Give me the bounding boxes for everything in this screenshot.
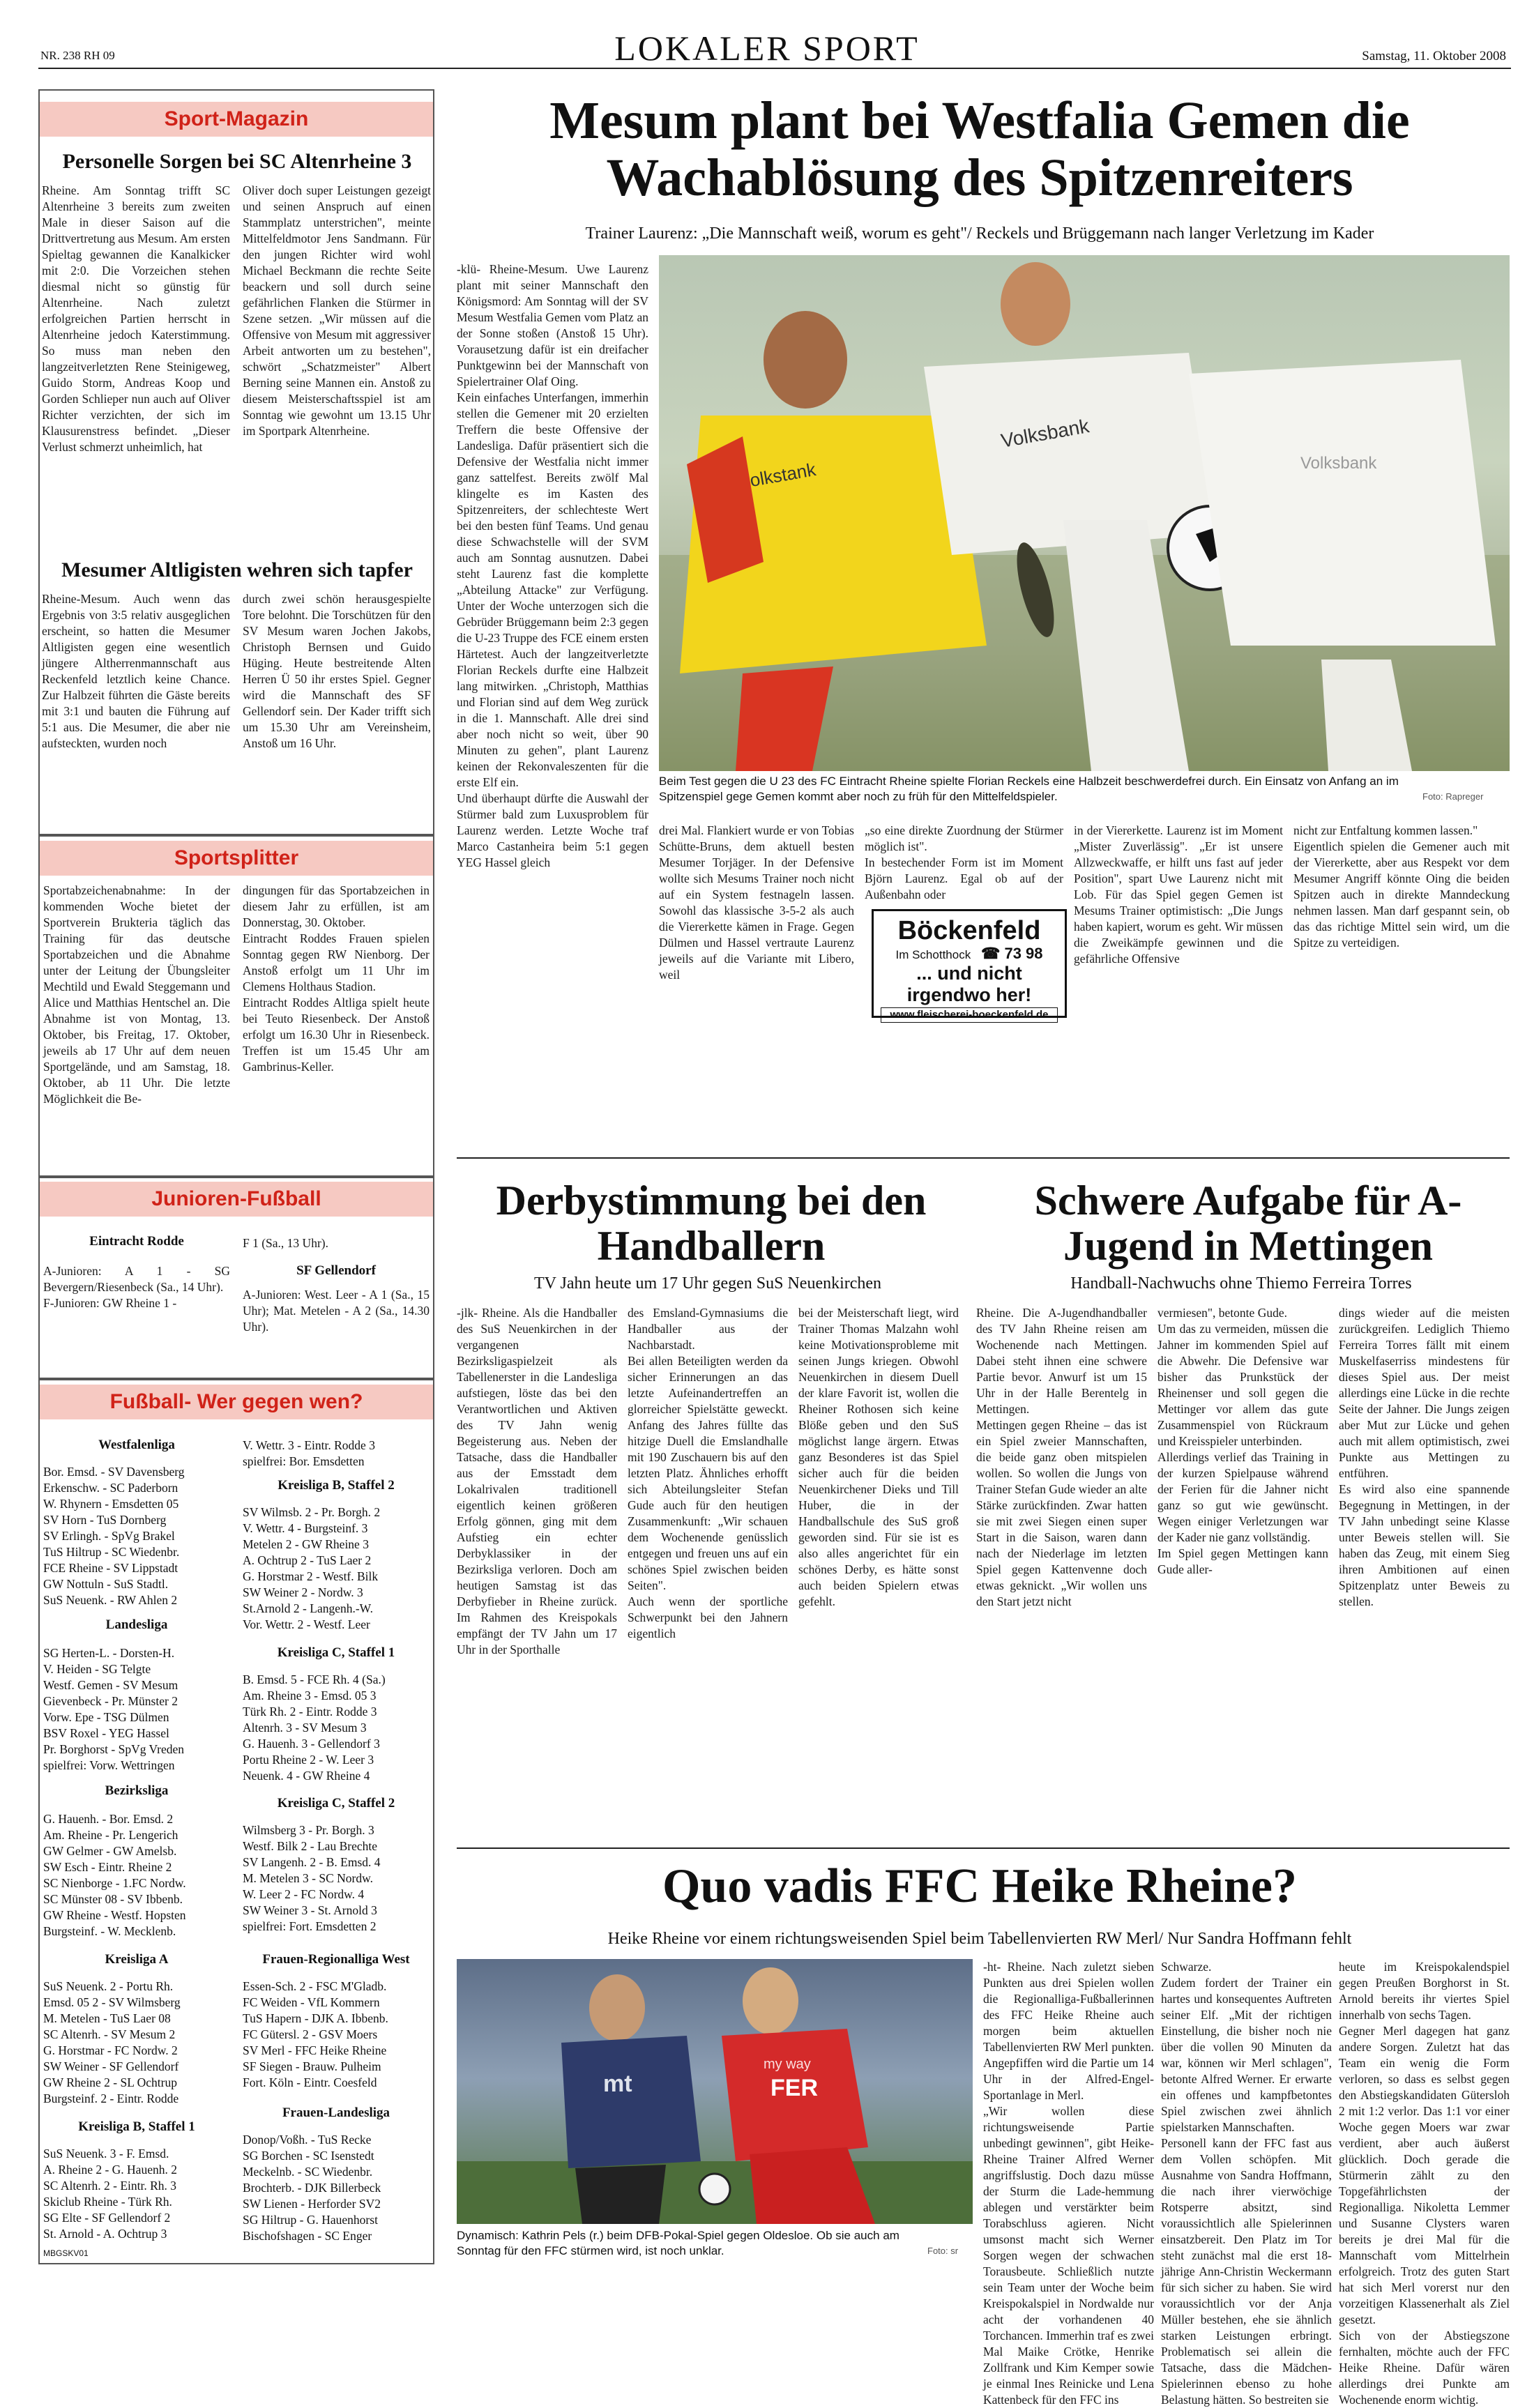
ffc-photo [457,1959,973,2224]
mesum-photo-drawing [659,255,1510,771]
mesum-jersey3: Volksbank [1300,454,1377,473]
league-kreisliga-b2: Kreisliga B, Staffel 2 [278,1478,395,1493]
bezirksliga-games: G. Hauenh. - Bor. Emsd. 2 Am. Rheine - Pr. Lengerich GW Gelmer - GW Amelsb. SW Esch - Eintr. Rheine 2 SC Nienborge - 1.FC Nordw. SC Münster 08 - SV Ibbenb. GW Rheine - Westf. Hopsten Burgsteinf. - W. Mecklenb. [43,1812,186,1938]
league-kreisliga-c2: Kreisliga C, Staffel 2 [277,1796,395,1811]
league-bezirksliga: Bezirksliga [105,1783,169,1798]
ajugend-col1: Rheine. Die A-Jugendhandballer des TV Jahn Rheine reisen am Wochenende nach Mettingen. Dabei steht ihnen eine schwere Partie bevor. Anwurf ist um 15 Uhr in der Halle Berentelg in Mettingen. Mettingen gegen Rheine – das ist ein Spiel zweier Mannschaften, die beide ganz oben mitspielen wollen. So wollen die Jungs von Trainer Stefan Gude wieder an alte Stärke zurückfinden. Zwar hatten sie mit zwei Siegen einen super Start in die Saison, waren dann nach der Niederlage im letzten Spiel gegen Kattenvenne doch etwas geknickt. „Wir wollen uns den Start jetzt nicht [976,1306,1147,1608]
ffc-jersey2: my way [764,2057,811,2072]
ajugend-subhead: Handball-Nachwuchs ohne Thiemo Ferreira Torres [1070,1274,1412,1293]
westfalenliga-cont: V. Wettr. 3 - Eintr. Rodde 3 spielfrei: Bor. Emsdetten [243,1438,375,1468]
league-kreisliga-a: Kreisliga A [105,1952,169,1967]
mesum-photo-credit: Foto: Rapreger [1422,791,1484,802]
derby-subhead: TV Jahn heute um 17 Uhr gegen SuS Neuenkirchen [533,1274,882,1293]
derby-bottom-rule [457,1847,1510,1849]
landesliga-games: SG Herten-L. - Dorsten-H. V. Heiden - SG Telgte Westf. Gemen - SV Mesum Gievenbeck - Pr. Münster 2 Vorw. Epe - TSG Dülmen BSV Roxel - YEG Hassel Pr. Borghorst - SpVg Vreden spielfrei: Vorw. Wettringen [43,1646,184,1772]
league-frauen-regionalliga: Frauen-Regionalliga West [262,1952,410,1967]
sportsplitter-head: Sportsplitter [40,841,433,876]
frauen-landesliga-games: Donop/Voßh. - TuS Recke SG Borchen - SC Isenstedt Meckelnb. - SC Wiedenbr. Brochterb. - DJK Billerbeck SW Lienen - Herforder SV2 SG Hiltrup - G. Hauenhorst Bischofshagen - SC Enger [243,2133,381,2243]
magazin-article1-col2: Oliver doch super Leistungen gezeigt und seinen Anspruch auf einen Stammplatz unterstrichen", meinte Mittelfeldmotor Jens Sandmann. Für den jungen Richter wird wohl Michael Beckmann die rechte Seite beackern und soll durch seine gefährlichen Flanken die Stürmer in Szene setzen. „Wir müssen auf die Offensive von Mesum mit aggressiver Arbeit antworten um zu bestehen", schwört „Schatzmeister" Albert Berning seine Mannen ein. Anstoß zu diesem Meisterschaftsspiel ist am Sonntag wie gewohnt um 13.15 Uhr im Sportpark Altenrheine. [243,183,431,438]
junioren-club-rodde: Eintracht Rodde [89,1234,184,1249]
derby-headline: Derbystimmung bei den Handballern [496,1178,927,1269]
wer-gegen-wen-head: Fußball- Wer gegen wen? [40,1385,433,1419]
mesum-col4: in der Viererkette. Laurenz ist im Moment „Mister Zuverlässig". „Er ist unsere Allzweckwaffe, er hilft uns fast auf jeder Position", spart Uwe Laurenz nicht mit Lob. Für das Spiel gegen Gemen ist Mesums Trainer optimistisch: „Die Jungs haben kapiert, worum es geht. Wir müssen die Zweikämpfe gewinnen und die gefährliche Offensive [1074,823,1283,966]
ajugend-col3: dings wieder auf die meisten zurückgreifen. Lediglich Thiemo Ferreira Torres fällt mit einem Muskelfaserriss mindestens für dieses Spiel aus. Der meist allerdings eine Lücke in die rechte Seite der Jahner. Die Jungs zeigen aber Mut zur Lücke und gehen auch mit allem optimistisch, zwei Punkte aus Mettingen zu entführen. Es wird also eine spannende Begegnung in Mettingen, in der TV Jahn unbedingt seine Klasse unter Beweis stellen will. Sie haben das Zeug, mit einem Sieg ihren Ambitionen auf einen Spitzenplatz unter Beweis zu stellen. [1339,1306,1510,1608]
boeckenfeld-ad [872,909,1067,1021]
ffc-photo-drawing [457,1959,973,2224]
issue-number: NR. 238 RH 09 [40,49,115,62]
derby-col3: bei der Meisterschaft liegt, wird Trainer Thomas Malzahn wohl keine Motivationsprobleme mit seinen Jungs kriegen. Obwohl Neuenkirchen in diesem Duell der klare Favorit ist, wollen die Rheiner Rothosen sich keine Blöße geben und den SuS möglichst lange ärgern. Etwas ganz Besonderes ist das Spiel sicher auch für die beiden Neuenkirchener Dieks und Till Huber, die in der Handballschule des SuS groß geworden sind. Für sie ist es also alles angerichtet für ein schönes Derby, es hätte sonst auch beiden Spielern etwas gefehlt. [798,1306,959,1608]
ffc-photo-credit: Foto: sr [927,2246,959,2256]
magazin-article2-col1: Rheine-Mesum. Auch wenn das Ergebnis von 3:5 relativ ausgeglichen erscheint, so hatten die Mesumer Altligisten gegen eine wesentlich jüngere Altherrenmannschaft aus Reckenfeld letztlich keine Chance. Zur Halbzeit führten die Gäste bereits mit 3:1 und bauten die Führung auf 5:1 aus. Die Mesumer, die aber nie aufsteckten, wurden noch [42,592,230,750]
kreisliga-c1-games: B. Emsd. 5 - FCE Rh. 4 (Sa.) Am. Rheine 3 - Emsd. 05 3 Türk Rh. 2 - Eintr. Rodde 3 Altenrh. 3 - SV Mesum 3 G. Hauenh. 3 - Gellendorf 3 Portu Rheine 2 - W. Leer 3 Neuenk. 4 - GW Rheine 4 [243,1672,386,1783]
ad-address-line [874,946,1065,963]
junioren-rodde-text: A-Junioren: A 1 - SG Bevergern/Riesenbeck (Sa., 14 Uhr). F-Junioren: GW Rheine 1 - [43,1264,230,1310]
kreisliga-b2-games: SV Wilmsb. 2 - Pr. Borgh. 2 V. Wettr. 4 - Burgsteinf. 3 Metelen 2 - GW Rheine 3 A. Ochtrup 2 - TuS Laer 2 G. Horstmar 2 - Westf. Bilk SW Weiner 2 - Nordw. 3 St.Arnold 2 - Langenh.-W. Vor. Wettr. 2 - Westf. Leer [243,1505,381,1631]
ad-name: Böckenfeld [897,916,1041,945]
header-rule [38,68,1511,69]
derby-col2: des Emsland-Gymnasiums die Handballer aus der Nachbarstadt. Bei allen Beteiligten werden da sicher Erinnerungen an das letzte Aufeinandertreffen an glorreicher Spielstätte geweckt. Anfang des Jahres füllte das hitzige Duell die Emslandhalle mit 190 Zuschauern bis auf den letzten Platz. Ähnliches erhofft sich Abteilungsleiter Stefan Gude auch für den heutigen Zusammenkunft: „Wir schauen dem Wochenende genüsslich entgegen und freuen uns auf ein schönes Spiel zwischen beiden Seiten". Auch wenn der sportliche Schwerpunkt bei den Jahnern eigentlich [628,1306,788,1640]
ffc-col3: heute im Kreispokalendspiel gegen Preußen Borghorst in St. Arnold bereits ihr viertes Spiel innerhalb von sechs Tagen. Gegner Merl dagegen hat ganz andere Sorgen. Zuletzt hat das Team ein wenig die Form verloren, so dass es selbst gegen den Abstiegskandidaten Gütersloh 2 mit 1:2 verlor. Das 1:1 vor einer Woche gegen Moers war zwar verdient, aber auch äußerst glücklich. Doch gerade die Stürmerin zählt zu den Topgefährlichsten der Regionalliga. Nikoletta Lemmer und Susanne Clysters waren bereits je drei Mal für die Mannschaft vom Mittelrhein erfolgreich. Trotz des guten Start hat sich Merl vorerst nur den vorzeitigen Klassenerhalt als Ziel gesetzt. Sich von der Abstiegszone fernhalten, möchte auch der FFC Heike Rheine. Dafür wären allerdings drei Punkte am Wochenende enorm wichtig. [1339,1960,1510,2407]
ffc-subhead: Heike Rheine vor einem richtungsweisenden Spiel beim Tabellenvierten RW Merl/ Nur Sandra Hoffmann fehlt [607,1930,1352,1948]
junioren-gellendorf-text: A-Junioren: West. Leer - A 1 (Sa., 15 Uhr); Mat. Metelen - A 2 (Sa., 14.30 Uhr). [243,1288,430,1334]
mesum-photo-caption: Beim Test gegen die U 23 des FC Eintracht Rheine spielte Florian Reckels eine Halbzeit beschwerdefrei durch. Ein Einsatz von Anfang an im Spitzenspiel gege Gemen kommt aber noch zu früh für den Mittelfeldspieler. [659,775,1399,803]
ffc-col1: -ht- Rheine. Nach zuletzt sieben Punkten aus drei Spielen wollen die Regionalliga-Fußballerinnen des FFC Heike Rheine auch morgen beim aktuellen Tabellenvierten RW Merl punkten. Angepfiffen wird die Partie um 14 Uhr in der Alfred-Engel-Sportanlage in Merl. „Wir wollen diese richtungsweisende Partie unbedingt gewinnen", gibt Heike-Rheine Trainer Alfred Werner angriffslustig. Doch dazu müsse der Sturm die Lade-hemmung ablegen und verstärkter beim Torabschluss agieren. Nicht umsonst macht sich Werner Sorgen wegen der schwachen Torausbeute. Schließlich nutzte sein Team unter der Woche beim Kreispokalspiel in Nordwalde nur acht der vorhandenen 40 Torchancen. Immerhin traf es zwei Mal Maike Crötke, Henrike Zollfrank und Kim Kemper sowie je einmal Ines Reinicke und Lena Kattenbeck für den FFC ins [983,1960,1154,2407]
magazin-article1-title: Personelle Sorgen bei SC Altenrheine 3 [62,150,412,173]
section-title: LOKALER SPORT [614,29,920,68]
westfalenliga-games: Bor. Emsd. - SV Davensberg Erkenschw. - SC Paderborn W. Rhynern - Emsdetten 05 SV Horn - TuS Dornberg SV Erlingh. - SpVg Brakel TuS Hiltrup - SC Wiedenbr. FCE Rheine - SV Lippstadt GW Nottuln - SuS Stadtl. SuS Neuenk. - RW Ahlen 2 [43,1465,185,1607]
mesum-photo [659,255,1510,771]
magazin-article2-title: Mesumer Altligisten wehren sich tapfer [61,558,413,581]
mesum-col5: nicht zur Entfaltung kommen lassen." Eigentlich spielen die Gemener auch mit der Viererkette, aber aus Respekt vor dem Mesumer Angriff könnte Oing die beiden Spitzen auch in direkte Manndeckung nehmen lassen. Man darf gespannt sein, ob das das richtige Mittel sein wird, um die Spitze zu verteidigen. [1293,823,1510,950]
ffc-headline: Quo vadis FFC Heike Rheine? [662,1859,1298,1913]
magazin-article1-col1: Rheine. Am Sonntag trifft SC Altenrheine 3 bereits zum zweiten Male in dieser Saison auf die Drittvertretung aus Mesum. Am ersten Spieltag gewannen die Kanalkicker mit 2:0. Die Vorzeichen stehen diesmal nicht so günstig für Altenrheine. Nach zuletzt erfolgreichen Partien herrscht in Altenrheine jedoch Katerstimmung. So muss man neben den langzeitverletzten Rene Steinigeweg, Guido Storm, Andreas Koop und Gorden Schlieper nun auch auf Oliver Richter verzichten, der sich im Klausurenstress befindet. „Dieser Verlust schmerzt unheimlich, hat [42,183,230,454]
ad-slogan: ... und nicht irgendwo her! [906,963,1032,1005]
junioren-club-gellendorf: SF Gellendorf [296,1263,376,1278]
mesum-bottom-rule [457,1157,1510,1159]
mesum-col3: „so eine direkte Zuordnung der Stürmer möglich ist". In bestechender Form ist im Moment Björn Laurenz. Egal ob auf der Außenbahn oder [865,823,1063,901]
mesum-col2: drei Mal. Flankiert wurde er von Tobias Schütte-Bruns, dem aktuell besten Mesumer Torjäger. In der Defensive wollte sich Mesums Trainer noch nicht auf ein System festnageln lassen. Sowohl das klassische 3-5-2 als auch die Viererkette kämen in Frage. Gegen Dülmen und Hassel vertraute Laurenz jeweils auf die Variante mit Libero, weil [659,823,854,982]
mesum-jersey2: Volksbank [999,415,1091,452]
mesum-jersey1: olkstank [748,458,818,491]
league-kreisliga-c1: Kreisliga C, Staffel 1 [277,1645,395,1660]
ad-phone: ☎ 73 98 [980,945,1043,962]
ffc-jersey3: FER [770,2075,818,2101]
sportsplitter-col1: Sportabzeichenabnahme: In der kommenden Woche bietet der Sportverein Brukteria täglich das Training für das deutsche Sportabzeichen und die Abnahme unter der Leitung der Übungsleiter Mechtild und Ewald Steggemann und Alice und Matthias Hentschel an. Die Abnahme ist von Montag, 13. Oktober, bis Freitag, 17. Oktober, jeweils ab 17 Uhr auf dem neuen Sportgelände, und am Samstag, 18. Oktober, ab 11 Uhr. Die letzte Möglichkeit die Be- [43,883,230,1106]
junioren-head: Junioren-Fußball [40,1182,433,1217]
ajugend-headline: Schwere Aufgabe für A-Jugend in Mettingen [1034,1178,1462,1269]
league-landesliga: Landesliga [105,1617,168,1632]
page-header [0,0,1534,70]
ajugend-col2: vermiesen", betonte Gude. Um das zu vermeiden, müssen die Jahner im kommenden Spiel auf die Abwehr. Die Defensive war bisher das Prunkstück der Rheinenser und soll gegen die Mettinger vor allem das gute Zusammenspiel von Rückraum und Kreisspieler unterbinden. Allerdings verlief das Training in der kurzen Spielpause während der Ferien für die Jahner nicht ganz so gut wie gewünscht. Wegen einiger Verletzungen war der Kader nie ganz vollständig. Im Spiel gegen Mettingen kann Gude aller- [1157,1306,1328,1576]
issue-date: Samstag, 11. Oktober 2008 [1362,49,1506,63]
ffc-jersey1: mt [603,2071,632,2097]
mesum-subhead: Trainer Laurenz: „Die Mannschaft weiß, worum es geht"/ Reckels und Brüggemann nach langer Verletzung im Kader [585,224,1374,243]
ffc-col2: Schwarze. Zudem fordert der Trainer ein hartes und konsequentes Auftreten seiner Elf. „Mit der richtigen Einstellung, die bisher noch nie über die vollen 90 Minuten da war, können wir Merl schlagen", betonte Alfred Werner. Er erwarte ein offenes und kampfbetontes Spiel zwischen zwei ähnlich spielstarken Mannschaften. Personell kann der FFC fast aus dem Vollen schöpfen. Mit Ausnahme von Sandra Hoffmann, die nach ihrer vierwöchige Rotsperre absitzt, sind voraussichtlich alle Spielerinnen einsatzbereit. Den Platz im Tor steht zunächst mal die erst 18-jährige Ann-Christin Weckermann für sich sicher zu haben. Sie wird voraussichtlich vor der Anja Müller bestehen, ehe sie ähnlich starken Leistungen erbringt. Problematisch sei allein die Tatsache, dass die Mädchen-Spielerinnen ebenso zu hohe Belastung hätten. So bestreiten sie [1161,1960,1332,2407]
mesum-headline: Mesum plant bei Westfalia Gemen die Wachablösung des Spitzenreiters [549,91,1410,208]
league-kreisliga-b1: Kreisliga B, Staffel 1 [78,2119,195,2134]
kreisliga-b1-games: SuS Neuenk. 3 - F. Emsd. A. Rheine 2 - G. Hauenh. 2 SC Altenrh. 2 - Eintr. Rh. 3 Skiclub Rheine - Türk Rh. SG Elte - SF Gellendorf 2 St. Arnold - A. Ochtrup 3 [43,2147,177,2241]
ffc-photo-caption: Dynamisch: Kathrin Pels (r.) beim DFB-Pokal-Spiel gegen Oldesloe. Ob sie auch am Sonntag für den FFC stürmen wird, ist noch unklar. [457,2229,899,2257]
frauen-regionalliga-games: Essen-Sch. 2 - FSC M'Gladb. FC Weiden - VfL Kommern TuS Hapern - DJK A. Ibbenb. FC Gütersl. 2 - GSV Moers SV Merl - FFC Heike Rheine SF Siegen - Brauw. Pulheim Fort. Köln - Eintr. Coesfeld [243,1979,388,2089]
mesum-col1: -klü- Rheine-Mesum. Uwe Laurenz plant mit seiner Mannschaft den Königsmord: Am Sonntag will der SV Mesum Westfalia Gemen vom Platz an der Sonne stoßen (Anstoß 15 Uhr). Vorausetzung dafür ist ein dreifacher Punktgewinn bei der Mannschaft von Spielertrainer Olaf Oing. Kein einfaches Unterfangen, immerhin stellen die Gemener mit 20 erzielten Treffern die beste Offensive der Landesliga. Dafür präsentiert sich die Defensive der Westfalia nicht immer ganz sattelfest. Bereits zwölf Mal klingelte es im Kasten des Spitzenreiters, der schlechteste Wert bei den besten fünf Teams. Und genau diese Schwachstelle will der SVM auch am Sonntag ausnutzen. Dabei steht Laurenz fast die komplette „Abteilung Attacke" zur Verfügung. Unter der Woche unterzogen sich die Gebrüder Brüggemann beim 2:3 gegen die U-23 Truppe des FCE einem ersten Härtetest. Auch der langzeitverletzte Florian Reckels durfte eine Halbzeit lang mitwirken. „Christoph, Matthias und Florian sind auf dem Weg zurück in die 1. Mannschaft. Alle drei sind aber noch nicht so weit, über 90 Minuten zu gehen", plant Laurenz keinen der Rekonvaleszenten für die erste Elf ein. Und überhaupt dürfte die Auswahl der Stürmer bald zum Luxusproblem für Laurenz werden. Letzte Woche traf Marco Castanheira beim 5:1 gegen YEG Hassel gleich [457,262,648,869]
kreisliga-c2-games: Wilmsberg 3 - Pr. Borgh. 3 Westf. Bilk 2 - Lau Brechte SV Langenh. 2 - B. Emsd. 4 M. Metelen 3 - SC Nordw. W. Leer 2 - FC Nordw. 4 SW Weiner 3 - St. Arnold 3 spielfrei: Fort. Emsdetten 2 [243,1823,381,1933]
league-westfalenliga: Westfalenliga [98,1438,175,1452]
sport-magazin-head: Sport-Magazin [40,102,433,137]
magazin-article2-col2: durch zwei schön herausgespielte Tore belohnt. Die Torschützen für den SV Mesum waren Jochen Jakobs, Christoph Bernsen und Guido Hüging. Heute bestreitende Alten Herren Ü 50 ihr erstes Spiel. Gegner wird die Mannschaft des SF Gellendorf sein. Der Kader trifft sich um 15.30 Uhr am Vereinsheim, Anstoß um 16 Uhr. [243,592,431,750]
league-frauen-landesliga: Frauen-Landesliga [282,2105,390,2120]
kreisliga-a-games: SuS Neuenk. 2 - Portu Rh. Emsd. 05 2 - SV Wilmsberg M. Metelen - TuS Laer 08 SC Altenrh. - SV Mesum 2 G. Horstmar - FC Nordw. 2 SW Weiner - SF Gellendorf GW Rheine 2 - SL Ochtrup Burgsteinf. 2 - Eintr. Rodde [43,1979,181,2105]
ad-url: www.fleischerei-boeckenfeld.de [881,1007,1058,1023]
sportsplitter-col2: dingungen für das Sportabzeichen in diesem Jahr zu erfüllen, ist am Donnerstag, 30. Oktober. Eintracht Roddes Frauen spielen Sonntag gegen RW Nienborg. Der Anstoß erfolgt um 11 Uhr im Clemens Holthaus Stadion. Eintracht Roddes Altliga spielt heute bei Teuto Riesenbeck. Der Anstoß erfolgt um 16.30 Uhr in Riesenbeck. Treffen ist um 15.45 Uhr am Gambrinus-Keller. [243,883,430,1074]
footer-code: MBGSKV01 [43,2248,89,2258]
junioren-rodde-cont: F 1 (Sa., 13 Uhr). [243,1236,328,1250]
ad-street: Im Schotthock [895,948,971,961]
derby-col1: -jlk- Rheine. Als die Handballer des SuS Neuenkirchen in der vergangenen Bezirksligaspielzeit als Tabellenerster in die Landesliga aufstiegen, löste das bei den Verantwortlichen und Aktiven des TV Jahn wenig Begeisterung aus. Neben der Tatsache, dass die Handballer aus der Emsstadt dem Lokalrivalen traditionell eigentlich keinen größeren Erfolg gönnen, ging mit dem Aufstieg ein echter Derbyklassiker in der Bezirksliga verloren. Doch am heutigen Samstag ist das Derbyfieber in Rheine zurück. Im Rahmen des Kreispokals empfängt der TV Jahn um 17 Uhr in der Sporthalle [457,1306,617,1656]
